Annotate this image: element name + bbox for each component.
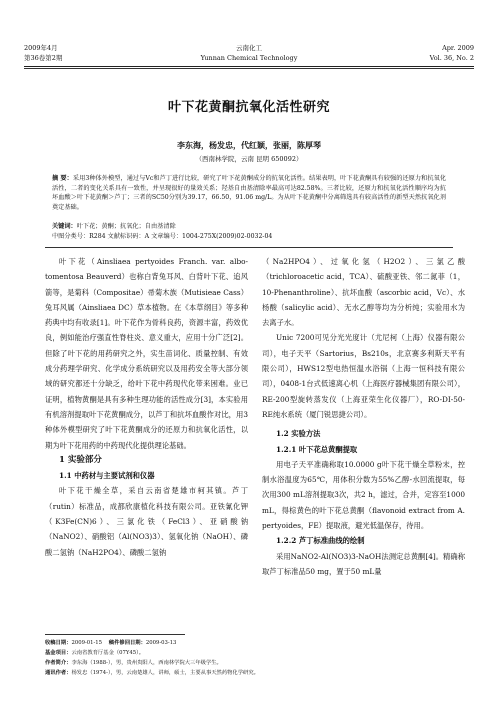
section-1-2-1-heading: 1.2.1 叶下花总黄酮提取 [276, 444, 358, 454]
fund-label: 基金项目： [45, 650, 72, 656]
instruments-paragraph: Unic 7200可见分光光度计（尤尼柯（上海）仪器有限公司），电子天平（Sartorius，Bs210s，北京赛多利斯天平有限公司），HWS12型电热恒温水浴锅（上海一恒科技有限公司），0408-1台式低速离心机（上海医疗器械集团有限公司），RE-200型旋转蒸发仪（上海亚荣生化仪器厂），RO-DI-50-RE纯水系统（厦门锐思捷公司）。 [262, 333, 465, 419]
header-rule [24, 66, 474, 67]
footnote-dates [45, 638, 345, 648]
revised-date: 2009-03-13 [145, 640, 177, 646]
received-label: 收稿日期： [45, 640, 72, 646]
abstract-text: 采用3种体外模型，通过与Vc和芦丁进行比较，研究了叶下花黄酮成分的抗氧化活性。结果表明，叶下花黄酮具有较强的还原力和抗氧化活性，二者的变化关系具有一致性，并呈现很好的量效关系；羟基自由基清除率最高可达82.58%。三者比较，还原力和抗氧化活性顺序均为抗坏血酸＞叶下花黄酮＞芦丁；三者的SC50分别为39.17，66.50，91.06 mg/L。为从叶下花黄酮中分离筛选具有较高活性的新型天然抗氧化剂奠定基础。 [52, 175, 447, 212]
abstract-block [52, 174, 446, 213]
keywords-label: 关键词： [52, 223, 77, 230]
paper-affiliation: （西南林学院，云南 昆明 650092） [195, 155, 303, 163]
author-text: 李东海（1988-），男，贵州贵阳人，西南林学院大三年级学生。 [71, 660, 222, 666]
corresponding-label: 通讯作者： [45, 670, 72, 676]
header-vol-en: Vol. 36, No. 2 [429, 54, 474, 62]
footnote-fund [45, 648, 345, 658]
section-1-1-heading: 1.1 中药材与主要试剂和仪器 [59, 471, 155, 481]
abstract-label: 摘 要： [52, 175, 73, 182]
classification-meta: 中图分类号：R284 文献标识码：A 文章编号：1004-275X(2009)02-0032-04 [52, 233, 273, 240]
body-right-column [262, 254, 465, 579]
header-date: 2009年4月 [24, 44, 58, 52]
abstract-rule [45, 247, 453, 248]
section-1-2-2-heading: 1.2.2 芦丁标准曲线的绘制 [276, 536, 365, 546]
corresponding-text: 杨发忠（1974-），男，云南楚雄人，讲师，硕士，主要从事天然药物化学研究。 [71, 670, 259, 676]
header-journal-en: Yunnan Chemical Technology [200, 54, 298, 62]
keywords-block [52, 222, 446, 232]
section-1-2-2-paragraph: 采用NaNO2-Al(NO3)3-NaOH法测定总黄酮[4]。精确称取芦丁标准品50 mg，置于50 mL量 [262, 551, 465, 576]
header-rule-thin [24, 68, 474, 69]
section-1-heading: 1 实验部分 [59, 454, 102, 465]
header-issue: 第36卷第2期 [24, 54, 63, 62]
footnote-rule [45, 634, 185, 635]
section-1-1-paragraph: 叶下花干燥全草，采自云南省楚雄市柯其镇。芦丁（rutin）标准品，成都欣康植化科技有限公司。亚铁氰化钾（K3Fe(CN)6）、三氯化铁（FeCl3）、亚硝酸钠（NaNO2）、硝酸铝（Al(NO3)3）、氢氧化钠（NaOH）、磷酸二氢钠（NaH2PO4）、磷酸二氢钠 [45, 486, 248, 557]
revised-label: 稿件修回日期： [108, 640, 146, 646]
body-left-column [45, 254, 248, 560]
received-date: 2009-01-15 [71, 640, 103, 646]
paper-authors: 李东海，杨发忠，代红颖，张丽，陈厚琴 [177, 140, 321, 150]
fund-text: 云南省教育厅基金（07Y45）。 [71, 650, 145, 656]
section-1-2-1-paragraph: 用电子天平准确称取10.0000 g叶下花干燥全草粉末，控制水浴温度为65℃，用体积分数为55%乙醇-水回流提取，每次用300 mL溶剂提取3次，共2 h，滤过，合并，定容至1000 mL，得棕黄色的叶下花总黄酮（flavonoid extract from A. pertyoides，FE）提取液，避光低温保存，待用。 [262, 459, 465, 531]
footnote-author [45, 658, 345, 668]
intro-paragraph: 叶下花（Ainsliaea pertyoides Franch. var. albo-tomentosa Beauverd）也称白背兔耳风、白背叶下花、追风箭等，是菊科（Compositae）帚菊木族（Mutisieae Cass）兔耳风属（Ainsliaea DC）草本植物。在《本草纲目》等多种药典中均有收录[1]。叶下花作为骨科良药，资源丰富，药效优良，例如能治疗强直性脊柱炎、意义重大，应用十分广泛[2]。但除了叶下花的用药研究之外，实生苗词化、质量控制、有效成分药理学研究、化学成分系统研究以及用药安全等大部分领域的研究都还十分缺乏，给叶下花中药现代化带来困难。业已证明，植物黄酮是具有多种生理功能的活性成分[3]，本实验用有机溶剂提取叶下花黄酮成分，以芦丁和抗坏血酸作对比，用3种体外模型研究了叶下花黄酮成分的还原力和抗氧化活性，以期为叶下花用药的中药现代化提供理论基础。 [45, 257, 248, 450]
footnote-corresponding [45, 668, 345, 678]
header-journal-cn: 云南化工 [236, 44, 262, 52]
paper-title: 叶下花黄酮抗氧化活性研究 [167, 100, 330, 115]
reagents-continued: （Na2HPO4）、过氧化氢（H2O2）、三氯乙酸（trichloroacetic acid，TCA）、硫酸亚铁、邻二氮菲（1，10-Phenanthroline）、抗坏血酸（ascorbic acid，Vc）、水杨酸（salicylic acid）、无水乙醇等均为分析纯；实验用水为去离子水。 [262, 257, 465, 328]
keywords-text: 叶下花；黄酮；抗氧化；自由基清除 [76, 223, 176, 230]
footnotes [45, 638, 345, 678]
author-label: 作者简介： [45, 660, 72, 666]
section-1-2-heading: 1.2 实验方法 [276, 429, 321, 439]
header-date-en: Apr. 2009 [442, 44, 474, 52]
